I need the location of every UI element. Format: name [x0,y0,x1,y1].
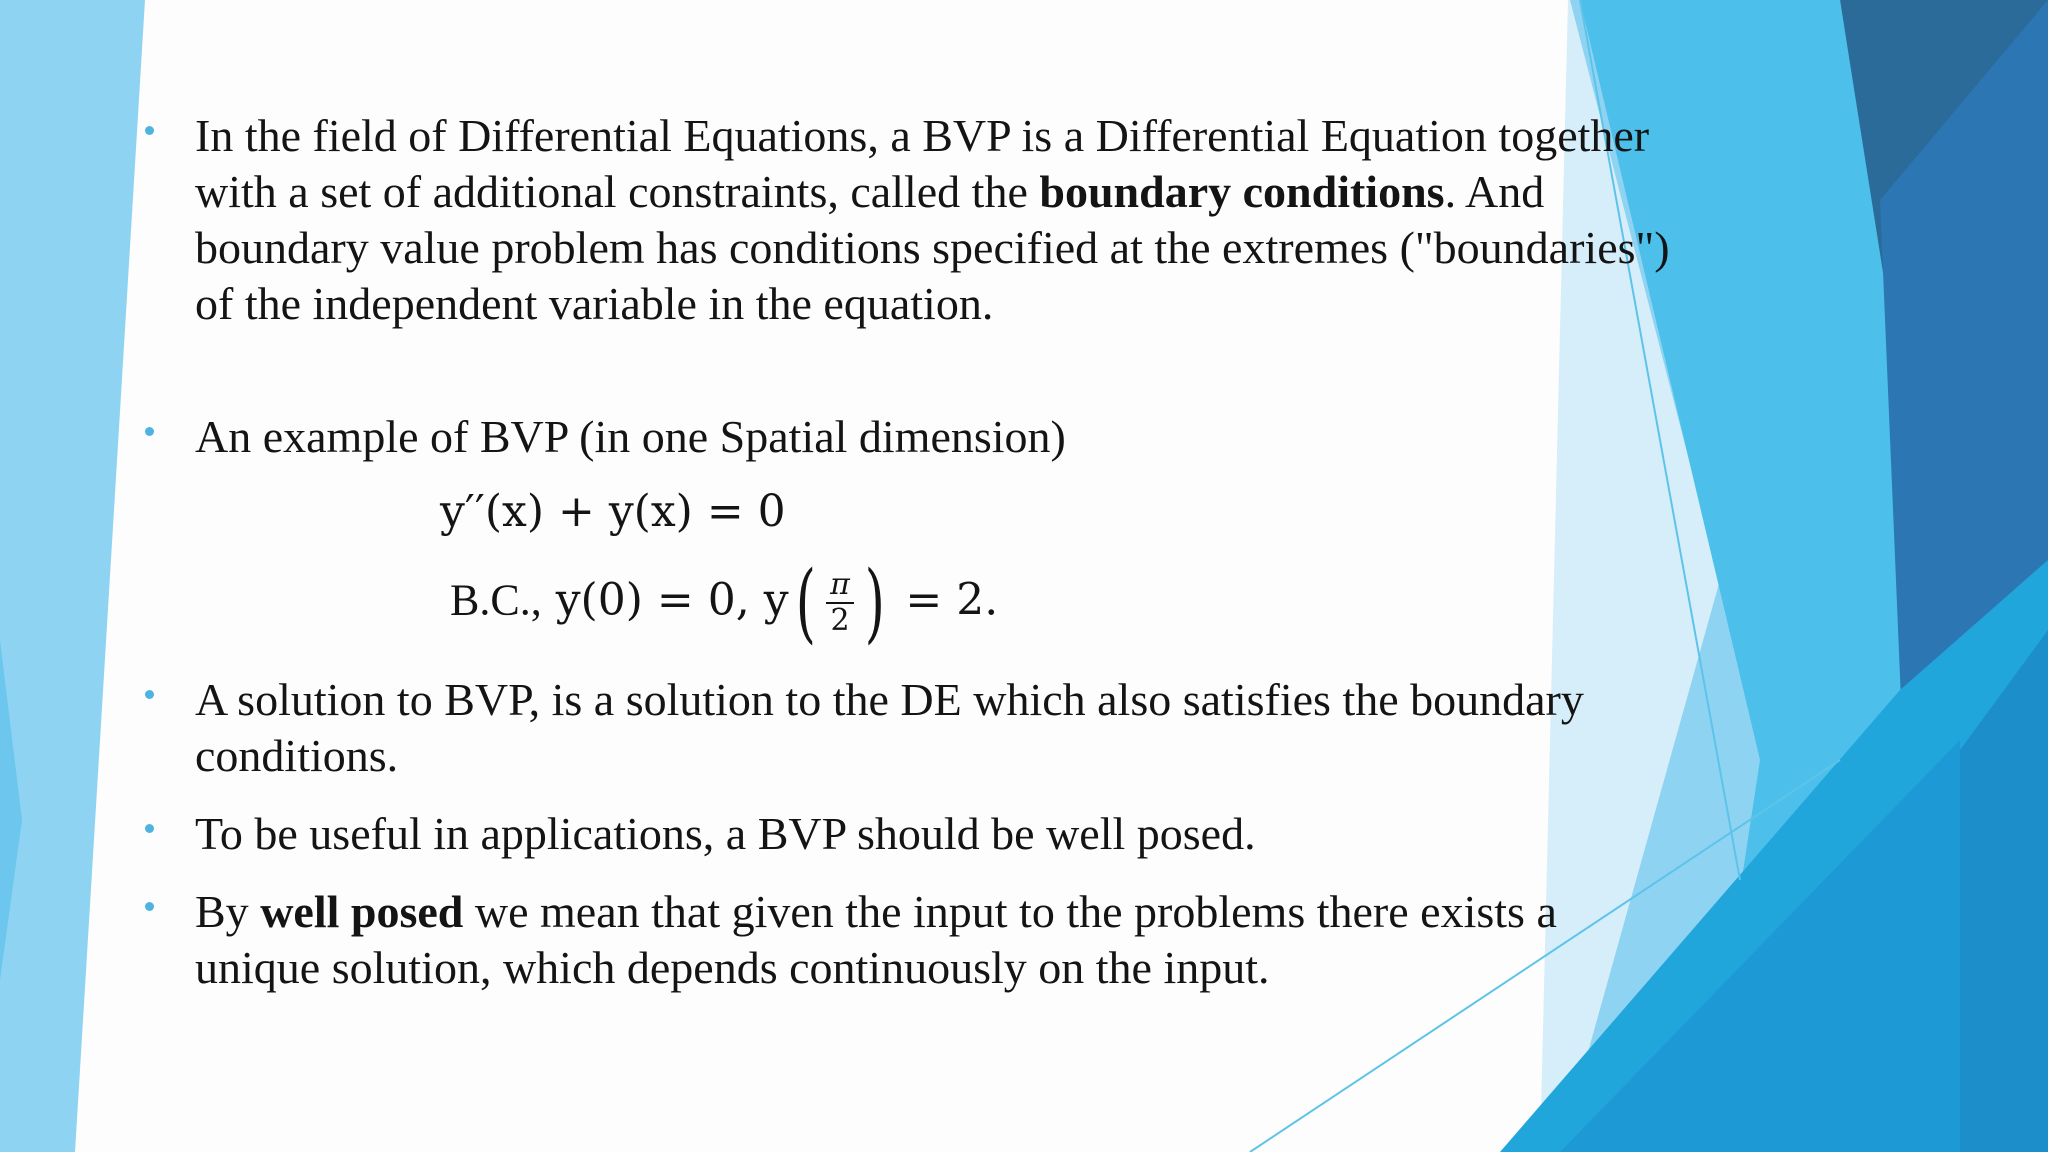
bullet-5-bold: well posed [260,886,464,937]
bullet-2-text [195,409,1675,465]
bullet-3-part-1: A solution to BVP, is a solution to the DE which also satisfies the boundary conditions. [195,674,1584,781]
fraction-numerator: π [826,568,854,604]
bullet-1-part-1: In the field of Differential Equations, a BVP is a Differential Equation together with a set of additional constraints, called the [195,110,1650,217]
bc-part-2: = 2. [905,574,999,626]
bullet-4-text [195,806,1675,862]
equation-boundary-conditions: B.C., y(0) = 0, y( $\frac{\pi}{2}$ ) = 2. [450,553,999,653]
bullet-5-part-3: we mean that given the input to the problems there exists a unique solution, which depends continuously on the input. [195,886,1557,993]
bc-label: B.C., [450,575,542,625]
bullet-5-text [195,884,1615,996]
bullet-1-text [195,108,1675,332]
bc-part-1: y(0) = 0, y [555,574,789,626]
bullet-dot [145,824,154,833]
bullet-dot [145,902,154,911]
bullet-dot [145,690,154,699]
fraction-denominator: 2 [830,603,850,638]
fraction-pi-over-2 [826,568,854,638]
bullet-2-part-1: An example of BVP (in one Spatial dimension) [195,411,1066,462]
bullet-5-part-1: By [195,886,261,937]
bullet-3-text [195,672,1595,784]
equation-ode-text: y′′(x) + y(x) = 0 [440,486,786,537]
bullet-1-bold: boundary conditions [1039,166,1445,217]
bullet-1-part-3: . And boundary value problem has conditions specified at the extremes ("boundaries") of the independent variable in the equation. [195,166,1670,329]
bullet-dot [145,126,154,135]
equation-ode [440,486,786,537]
bullet-dot [145,427,154,436]
bullet-4-part-1: To be useful in applications, a BVP should be well posed. [195,808,1256,859]
